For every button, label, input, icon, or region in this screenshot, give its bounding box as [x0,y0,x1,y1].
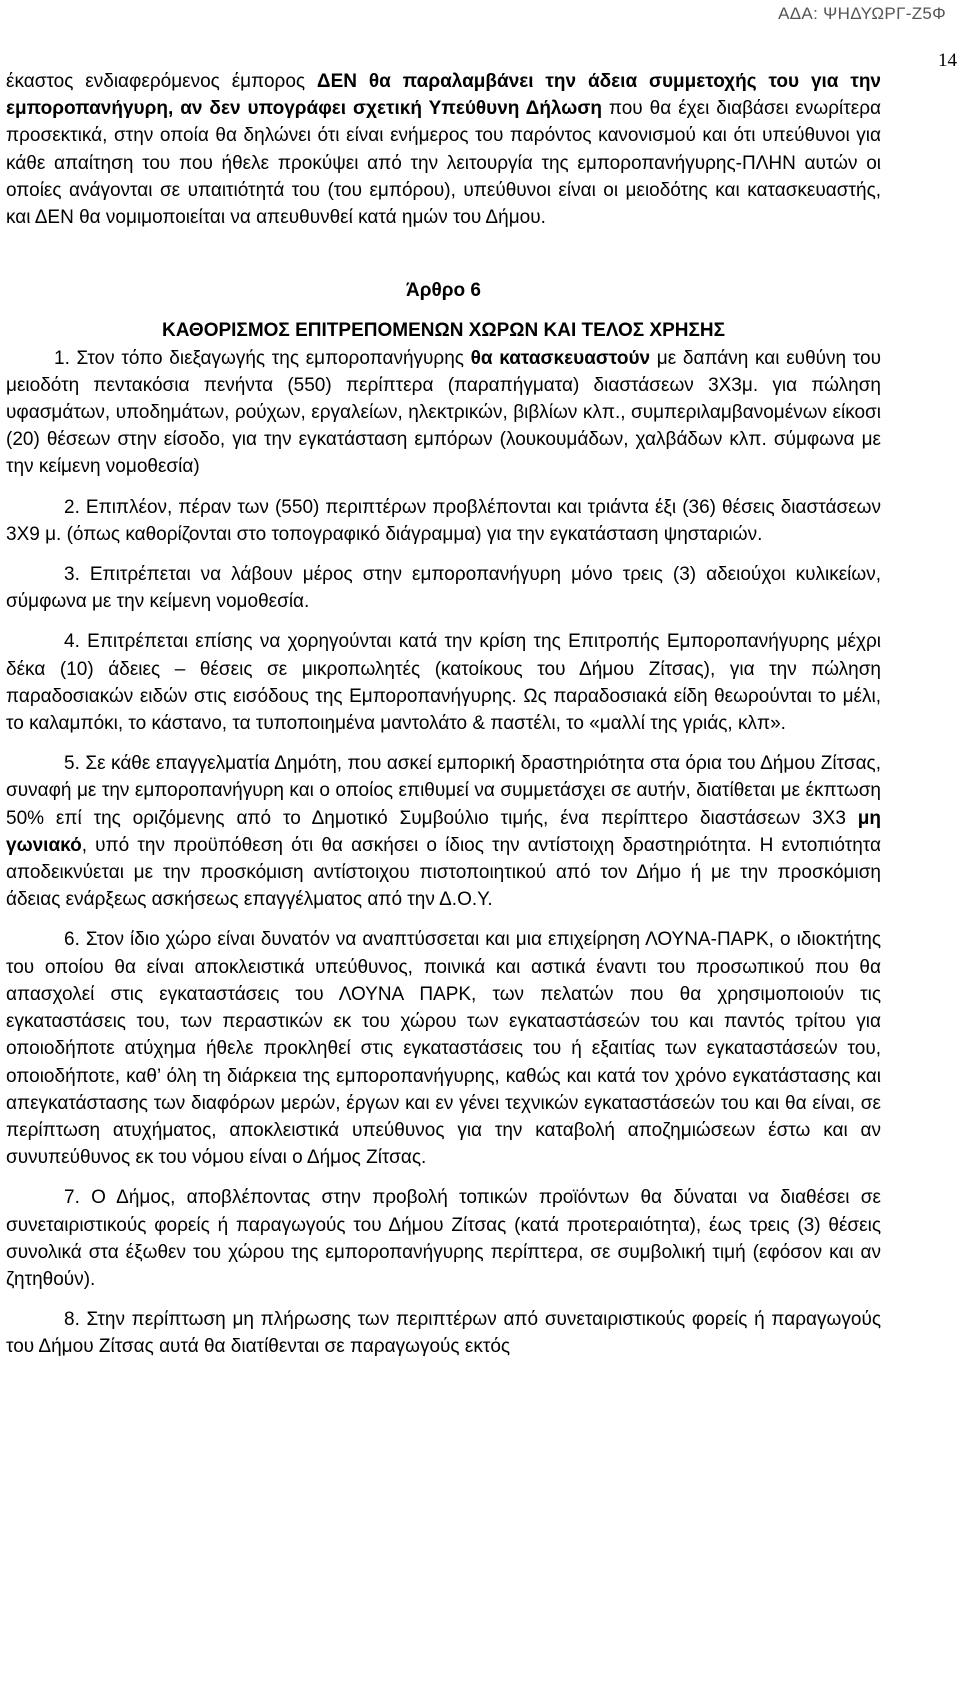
paragraph-4: 4. Επιτρέπεται επίσης να χορηγούνται κατά την κρίση της Επιτροπής Εμποροπανήγυρης μέχρι δέκα (10) άδειες – θέσεις σε μικροπωλητές (κατοίκους του Δήμου Ζίτσας), για την πώληση παραδοσιακών ειδών στις εισόδους της Εμποροπανήγυρης. Ως παραδοσιακά είδη θεωρούνται το μέλι, το καλαμπόκι, το κάστανο, τα τυποποιημένα μαντολάτο & παστέλι, το «μαλλί της γριάς, κλπ». [6,631,881,735]
document-body [6,68,881,1361]
paragraph-5-bold: μη γωνιακό [6,807,881,856]
paragraph-2: 2. Επιπλέον, πέραν των (550) περιπτέρων προβλέπονται και τριάντα έξι (36) θέσεις διαστάσεων 3Χ9 μ. (όπως καθορίζονται στο τοπογραφικό διάγραμμα) για την εγκατάσταση ψησταριών. [6,496,881,545]
paragraph-1 [6,345,881,481]
intro-bold-text: ΔΕΝ θα παραλαμβάνει την άδεια συμμετοχής του για την εμποροπανήγυρη, αν δεν υπογράφει σχετική Υπεύθυνη Δήλωση [6,71,881,120]
intro-paragraph [6,68,881,231]
paragraph-7: 7. Ο Δήμος, αποβλέποντας στην προβολή τοπικών προϊόντων θα δύναται να διαθέσει σε συνεταιριστικούς φορείς ή παραγωγούς του Δήμου Ζίτσας (κατά προτεραιότητα), έως τρεις (3) θέσεις συνολικά στα έξωθεν του χώρου της εμποροπανήγυρης περίπτερα, σε συμβολική τιμή (εφόσον και αν ζητηθούν). [6,1187,881,1290]
page-number: 14 [938,50,957,71]
paragraph-3: 3. Επιτρέπεται να λάβουν μέρος στην εμποροπανήγυρη μόνο τρεις (3) αδειούχοι κυλικείων, σύμφωνα με την κείμενη νομοθεσία. [6,564,881,613]
paragraph-1-text-c: με δαπάνη και ευθύνη του μειοδότη πεντακόσια πενήντα (550) περίπτερα (παραπήγματα) διαστάσεων 3Χ3μ. για πώληση υφασμάτων, υποδημάτων, ρούχων, εργαλείων, ηλεκτρικών, βιβλίων κλπ., συμπεριλαμβανομένων είκοσι (20) θέσεων στην είσοδο, για την εγκατάσταση εμπόρων (λουκουμάδων, χαλβάδων κλπ. σύμφωνα με την κείμενη νομοθεσία) [6,347,881,478]
ada-code: ΑΔΑ: ΨΗΔΥΩΡΓ-Ζ5Φ [778,4,946,23]
paragraph-6: 6. Στον ίδιο χώρο είναι δυνατόν να αναπτύσσεται και μια επιχείρηση ΛΟΥΝΑ-ΠΑΡΚ, ο ιδιοκτήτης του οποίου θα είναι αποκλειστικά υπεύθυνος, ποινικά και αστικά έναντι του προσωπικού που θα απασχολεί στις εγκαταστάσεις του ΛΟΥΝΑ ΠΑΡΚ, των πελατών που θα χρησιμοποιούν τις εγκαταστάσεις του, των περαστικών εκ του χώρου των εγκαταστάσεών του και παντός τρίτου για οποιοδήποτε ατύχημα ήθελε προκληθεί στις εγκαταστάσεις του ή εξαιτίας των εγκαταστάσεών του, οποιοδήποτε, καθ’ όλη τη διάρκεια της εμποροπανήγυρης, καθώς και κατά τον χρόνο εγκατάστασης και απεγκατάστασης των διαφόρων μερών, έργων και εν γένει τεχνικών εγκαταστάσεών του και θα είναι, σε περίπτωση ατυχήματος, αποκλειστικά υπεύθυνος για την καταβολή αποζημιώσεων έστω και αν συνυπεύθυνος εκ του νόμου είναι ο Δήμος Ζίτσας. [6,929,881,1169]
paragraph-5-text-a: 5. Σε κάθε επαγγελματία Δημότη, που ασκεί εμπορική δραστηριότητα στα όρια του Δήμου Ζίτσας, συναφή με την εμποροπανήγυρη και ο οποίος επιθυμεί να συμμετάσχει σε αυτήν, διατίθεται με έκπτωση 50% επί της οριζόμενης από το Δημοτικό Συμβούλιο τιμής, ένα περίπτερο διαστάσεων 3Χ3 [6,753,881,829]
paragraph-8: 8. Στην περίπτωση μη πλήρωσης των περιπτέρων από συνεταιριστικούς φορείς ή παραγωγούς του Δήμου Ζίτσας αυτά θα διατίθενται σε παραγωγούς εκτός [6,1309,881,1358]
article-subtitle: ΚΑΘΟΡΙΣΜΟΣ ΕΠΙΤΡΕΠΟΜΕΝΩΝ ΧΩΡΩΝ ΚΑΙ ΤΕΛΟΣ ΧΡΗΣΗΣ [161,320,725,342]
paragraph-1-bold: θα κατασκευαστούν [470,347,651,369]
paragraph-5-text-c: , υπό την προϋπόθεση ότι θα ασκήσει ο ίδιος την αντίστοιχη δραστηριότητα. Η εντοπιότητα αποδεικνύεται με την προσκόμιση αντίστοιχου πιστοποιητικού από τον Δήμο ή με την προσκόμιση άδειας ενάρξεως ασκήσεως επαγγέλματος από την Δ.Ο.Υ. [6,834,881,911]
paragraph-5 [6,750,881,913]
paragraph-1-text-a: 1. Στον τόπο διεξαγωγής της εμποροπανήγυρης [54,347,471,369]
article-title: Άρθρο 6 [406,280,481,302]
intro-text-2: που θα έχει διαβάσει ενωρίτερα προσεκτικά, στην οποία θα δηλώνει ότι είναι ενήμερος του παρόντος κανονισμού και ότι υπεύθυνοι για κάθε απαίτηση του που ήθελε προκύψει από την λειτουργία της εμποροπανήγυρης-ΠΛΗΝ αυτών οι οποίες ανάγονται σε υπαιτιότητά του (του εμπόρου), υπεύθυνοι είναι οι μειοδότης και κατασκευαστής, και ΔΕΝ θα νομιμοποιείται να απευθυνθεί κατά ημών του Δήμου. [6,98,881,229]
intro-text-1: έκαστος ενδιαφερόμενος έμπορος [6,71,317,92]
